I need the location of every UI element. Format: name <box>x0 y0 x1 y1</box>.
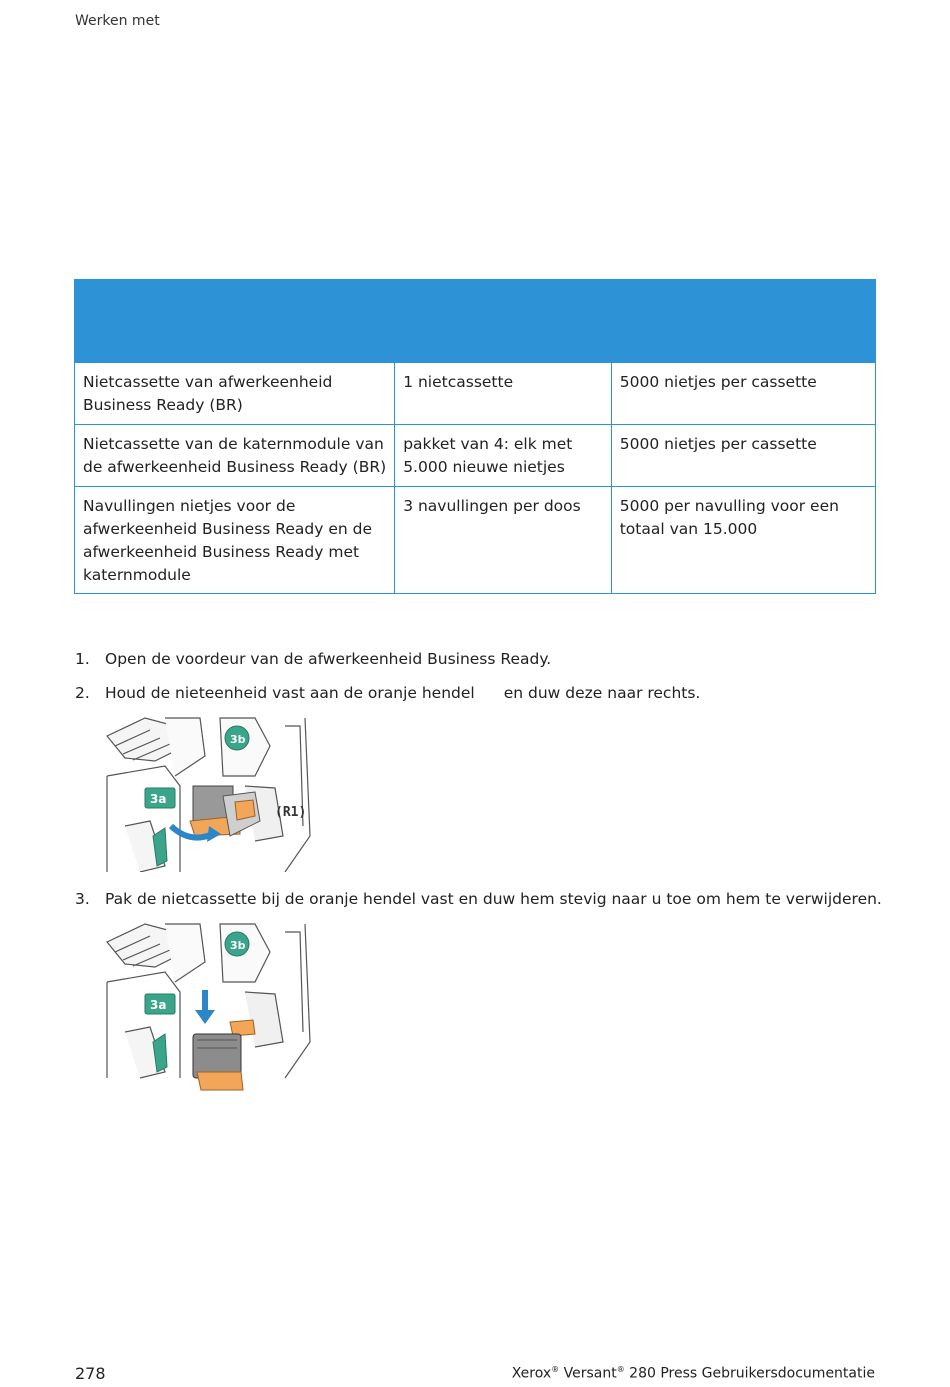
table-cell: 5000 per navulling voor een totaal van 15.000 <box>611 487 875 594</box>
table-cell: Navullingen nietjes voor de afwerkeenheid Business Ready en de afwerkeenheid Business Ready met katernmodule <box>75 487 395 594</box>
page-number: 278 <box>75 1364 106 1383</box>
table-header-row <box>75 280 876 363</box>
product-name: Versant <box>563 1365 617 1382</box>
step-number: 1. <box>75 650 90 668</box>
registered-mark: ® <box>551 1365 560 1374</box>
brand-name: Xerox <box>511 1365 552 1382</box>
badge-3a: 3a <box>150 792 167 806</box>
step-number: 2. <box>75 684 90 702</box>
table-cell: 5000 nietjes per cassette <box>611 425 875 487</box>
supplies-table <box>74 279 876 594</box>
registered-mark: ® <box>616 1365 625 1374</box>
badge-3a: 3a <box>150 998 167 1012</box>
table-header-cell <box>395 280 612 363</box>
step-text: Houd de nieteenheid vast aan de oranje hendel <box>105 684 475 702</box>
table-cell: Nietcassette van afwerkeenheid Business Ready (BR) <box>75 363 395 425</box>
step-3 <box>75 890 882 908</box>
table-cell: 5000 nietjes per cassette <box>611 363 875 425</box>
callout-r1: (R1) <box>275 805 307 820</box>
table-row <box>75 425 876 487</box>
table-row <box>75 487 876 594</box>
table-header-cell <box>611 280 875 363</box>
step-2 <box>75 684 700 702</box>
table-cell: 1 nietcassette <box>395 363 612 425</box>
step-text: Open de voordeur van de afwerkeenheid Business Ready. <box>105 650 552 668</box>
table-cell: Nietcassette van de katernmodule van de afwerkeenheid Business Ready (BR) <box>75 425 395 487</box>
badge-3b: 3b <box>230 939 246 952</box>
table-header-cell <box>75 280 395 363</box>
step-text: en duw deze naar rechts. <box>503 684 701 702</box>
table-cell: 3 navullingen per doos <box>395 487 612 594</box>
document-name: 280 Press Gebruikersdocumentatie <box>629 1365 875 1382</box>
table-cell: pakket van 4: elk met 5.000 nieuwe nietjes <box>395 425 612 487</box>
document-title <box>512 1365 875 1382</box>
staple-cartridge-removal-illustration <box>105 922 315 1092</box>
table-row <box>75 363 876 425</box>
running-header: Werken met <box>75 13 160 29</box>
stapler-unit-illustration <box>105 716 315 872</box>
step-number: 3. <box>75 890 90 908</box>
badge-3b: 3b <box>230 733 246 746</box>
step-1 <box>75 650 551 668</box>
step-text: Pak de nietcassette bij de oranje hendel vast en duw hem stevig naar u toe om hem te verwijderen. <box>105 890 882 908</box>
